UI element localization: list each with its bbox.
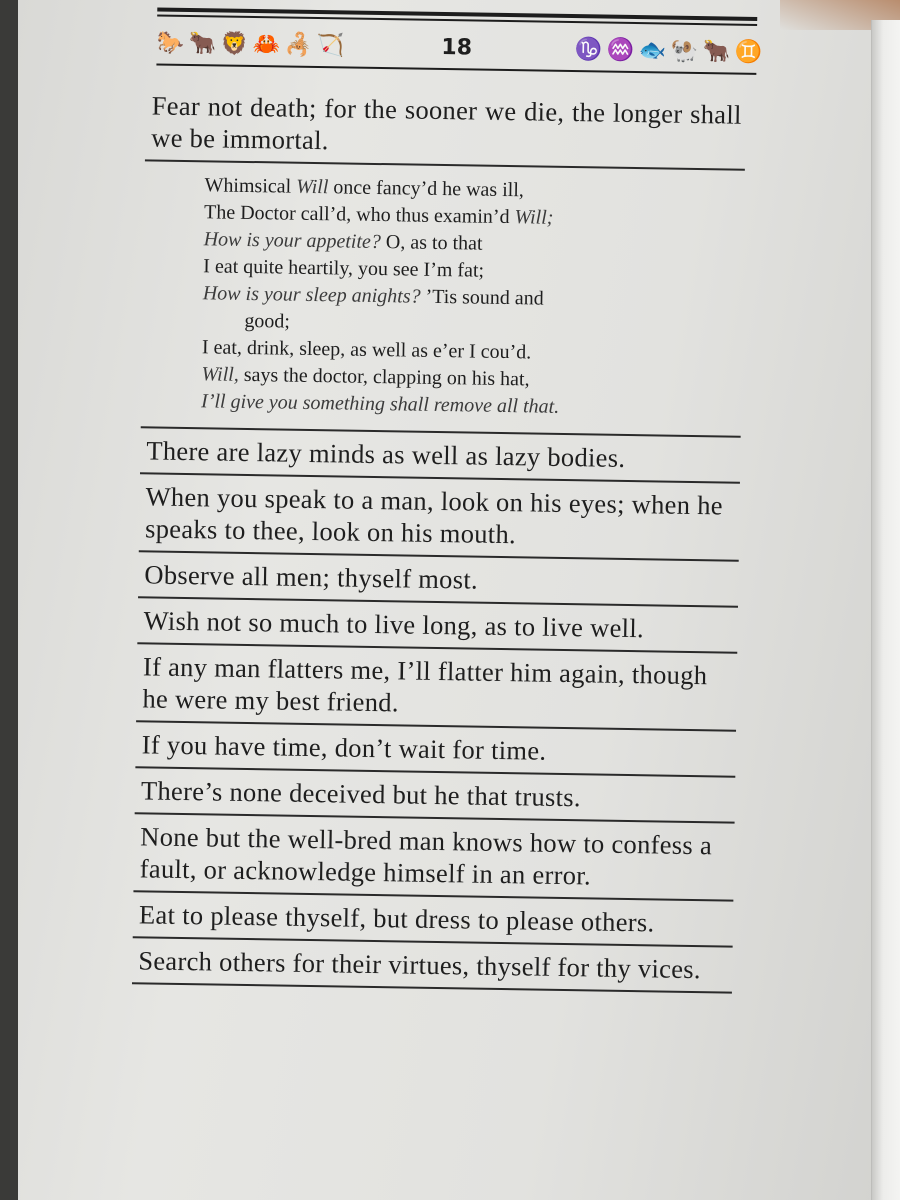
ornament-icon: 🐟 — [638, 37, 667, 63]
poem-line: How is your sleep anights? ’Tis sound and — [202, 282, 544, 310]
maxim-entry: Wish not so much to live long, as to live well. — [137, 598, 738, 653]
page-edge — [871, 20, 900, 1200]
poem-line: I eat, drink, sleep, as well as e’er I cou’d. — [201, 336, 532, 364]
poem-line: I eat quite heartily, you see I’m fat; — [203, 255, 485, 282]
page-number: 18 — [441, 34, 473, 60]
ornament-icon: 🐏 — [670, 37, 699, 64]
right-ornaments — [574, 36, 763, 65]
page-content — [129, 3, 763, 1200]
ornament-icon: 🐂 — [702, 38, 731, 64]
ornament-icon: ♒ — [606, 36, 635, 63]
maxim-entry: Observe all men; thyself most. — [138, 552, 739, 607]
maxim-entry: None but the well-bred man knows how to confess a fault, or acknowledge himself in an error. — [133, 814, 734, 901]
poem-line: The Doctor call’d, who thus examin’d Will; — [203, 201, 554, 229]
book-page — [18, 0, 900, 1200]
ornament-icon: 🦂 — [284, 31, 313, 57]
maxim-entry: Fear not death; for the sooner we die, the longer shall we be immortal. — [145, 83, 746, 170]
poem-line: I’ll give you something shall remove all that. — [200, 390, 560, 418]
page-header — [146, 3, 763, 92]
ornament-icon: ♊ — [734, 38, 763, 65]
left-ornaments — [156, 29, 345, 59]
maxim-entry: When you speak to a man, look on his eyes; when he speaks to thee, look on his mouth. — [139, 474, 740, 561]
maxim-entry: If any man flatters me, I’ll flatter him again, though he were my best friend. — [136, 644, 737, 731]
ornament-icon: 🦁 — [220, 30, 249, 56]
poem-line: Whimsical Will once fancy’d he was ill, — [204, 174, 525, 202]
ornament-icon: 🏹 — [316, 32, 345, 58]
ornament-icon: ♑ — [574, 36, 603, 62]
poem-line: How is your appetite? O, as to that — [203, 228, 483, 255]
maxim-entry: If you have time, don’t wait for time. — [135, 722, 736, 777]
poem-line: good; — [244, 309, 291, 333]
maxim-entry: There are lazy minds as well as lazy bodies. — [140, 428, 741, 483]
poem-block — [141, 161, 745, 437]
ornament-icon: 🐂 — [188, 30, 217, 56]
maxim-entry: Eat to please thyself, but dress to please others. — [133, 892, 734, 947]
poem-line: Will, says the doctor, clapping on his hat, — [201, 363, 530, 391]
ornament-icon: 🐎 — [156, 29, 185, 55]
maxim-entry: Search others for their virtues, thyself for thy vices. — [132, 938, 733, 993]
header-ornament-row — [156, 28, 763, 67]
ornament-icon: 🦀 — [252, 31, 281, 57]
maxim-entry: There’s none deceived but he that trusts. — [135, 768, 736, 823]
